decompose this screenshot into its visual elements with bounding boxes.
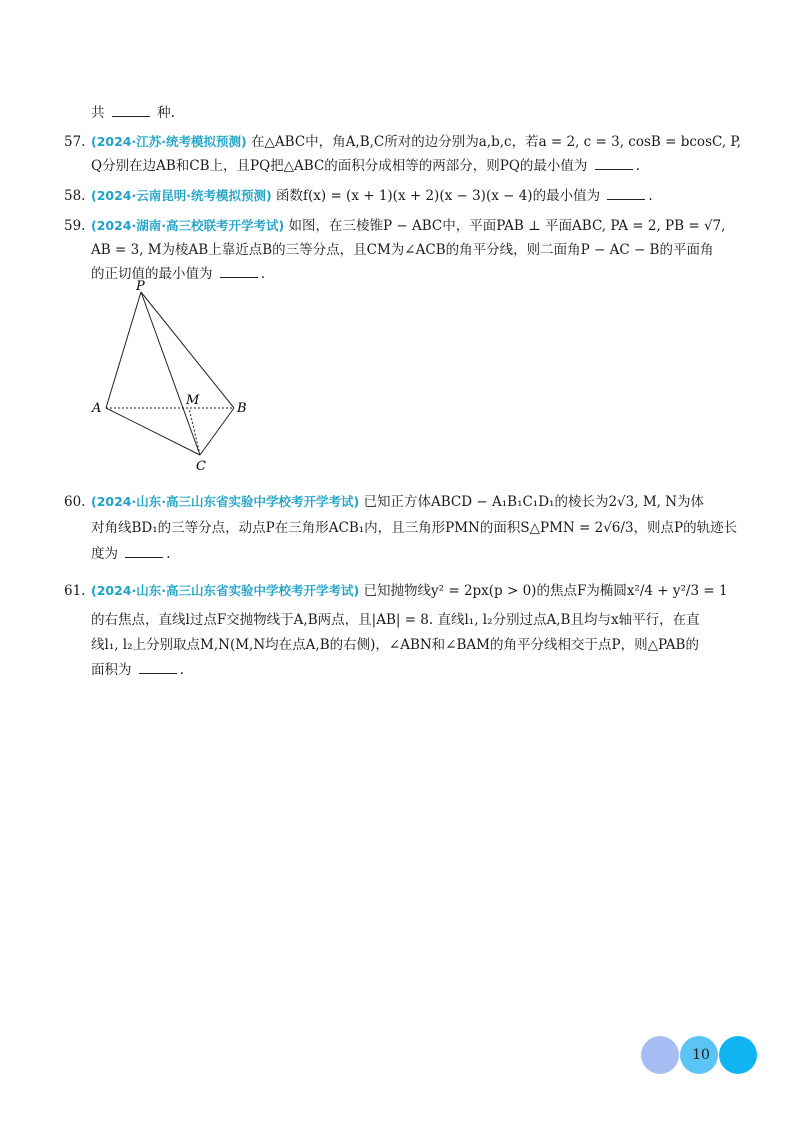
edge-PA	[106, 292, 141, 408]
label-M: M	[186, 393, 200, 408]
q57-number: 57.	[64, 134, 86, 150]
answer-blank	[607, 187, 645, 200]
label-A: A	[92, 401, 102, 416]
q59-text-3: 的正切值的最小值为	[91, 266, 213, 282]
q60-text-1: 已知正方体ABCD − A₁B₁C₁D₁的棱长为2√3, M, N为体	[363, 494, 705, 510]
edge-PC	[141, 292, 200, 455]
edge-BC	[200, 408, 234, 455]
q56-tail-pre: 共	[91, 105, 105, 121]
q58-end: .	[648, 188, 653, 204]
q60-line2	[91, 519, 737, 537]
q57-source: (2024·江苏·统考模拟预测)	[91, 134, 247, 149]
q56-tail-post: 种.	[157, 105, 175, 121]
q61-text-1: 已知抛物线y² = 2px(p > 0)的焦点F为椭圆x²/4 + y²/3 = 1	[363, 583, 728, 599]
q57-text-2: Q分别在边AB和CB上，且PQ把△ABC的面积分成相等的两部分，则PQ的最小值为	[91, 158, 588, 174]
label-P: P	[136, 280, 145, 294]
q61-text-4: 面积为	[91, 662, 132, 678]
q59-text-1: 如图，在三棱锥P − ABC中，平面PAB ⊥ 平面ABC, PA = 2, PB = √7,	[288, 218, 726, 234]
footer-circle-right	[719, 1036, 757, 1074]
q59-line2	[91, 241, 713, 259]
q57-line2	[91, 157, 640, 175]
q61-number: 61.	[64, 583, 86, 599]
q60-number: 60.	[64, 494, 86, 510]
q59-source: (2024·湖南·高三校联考开学考试)	[91, 218, 285, 233]
q61-line2	[91, 611, 700, 629]
q58-source: (2024·云南昆明·统考模拟预测)	[91, 188, 272, 203]
q61-line1	[91, 582, 728, 600]
answer-blank	[125, 545, 163, 558]
q56-tail	[91, 104, 175, 122]
q57-end: .	[635, 158, 641, 174]
q61-text-2: 的右焦点，直线l过点F交抛物线于A,B两点，且|AB| = 8. 直线l₁, l₂分别过点A,B且均与x轴平行，在直	[91, 612, 700, 628]
footer-circle-left	[641, 1036, 679, 1074]
segment-CM-dashed	[189, 408, 200, 455]
label-C: C	[196, 459, 206, 474]
tetrahedron-figure	[88, 280, 258, 480]
answer-blank	[595, 157, 633, 170]
q59-number: 59.	[64, 218, 86, 234]
page-number: 10	[692, 1047, 710, 1063]
q61-line4	[91, 661, 184, 679]
q57-text-1: 在△ABC中，角A,B,C所对的边分别为a,b,c，若a = 2, c = 3, cosB = bcosC, P,	[251, 134, 742, 150]
q61-source: (2024·山东·高三山东省实验中学校考开学考试)	[91, 583, 360, 598]
q57-line1	[91, 133, 741, 151]
q58-text-1: 函数f(x) = (x + 1)(x + 2)(x − 3)(x − 4)的最小值为	[276, 188, 601, 204]
label-B: B	[237, 401, 247, 416]
q60-source: (2024·山东·高三山东省实验中学校考开学考试)	[91, 494, 360, 509]
q60-text-2: 对角线BD₁的三等分点，动点P在三角形ACB₁内，且三角形PMN的面积S△PMN = 2√6/3，则点P的轨迹长	[91, 520, 738, 536]
answer-blank	[220, 265, 258, 278]
q59-line1	[91, 217, 725, 235]
q58-line1	[91, 187, 653, 205]
answer-blank	[139, 661, 177, 674]
q59-text-2: AB = 3, M为棱AB上靠近点B的三等分点，且CM为∠ACB的角平分线，则二面角P − AC − B的平面角	[91, 242, 714, 258]
q60-end: .	[166, 546, 171, 562]
q60-line3	[91, 545, 171, 563]
q61-text-3: 线l₁, l₂上分别取点M,N(M,N均在点A,B的右侧)，∠ABN和∠BAM的角平分线相交于点P，则△PAB的	[91, 637, 699, 653]
q60-text-3: 度为	[91, 546, 118, 562]
q61-line3	[91, 636, 699, 654]
q61-end: .	[179, 662, 185, 678]
answer-blank	[112, 104, 150, 117]
q60-line1	[91, 493, 704, 511]
q58-number: 58.	[64, 188, 86, 204]
edge-PB	[141, 292, 234, 408]
q59-end: .	[260, 266, 266, 282]
